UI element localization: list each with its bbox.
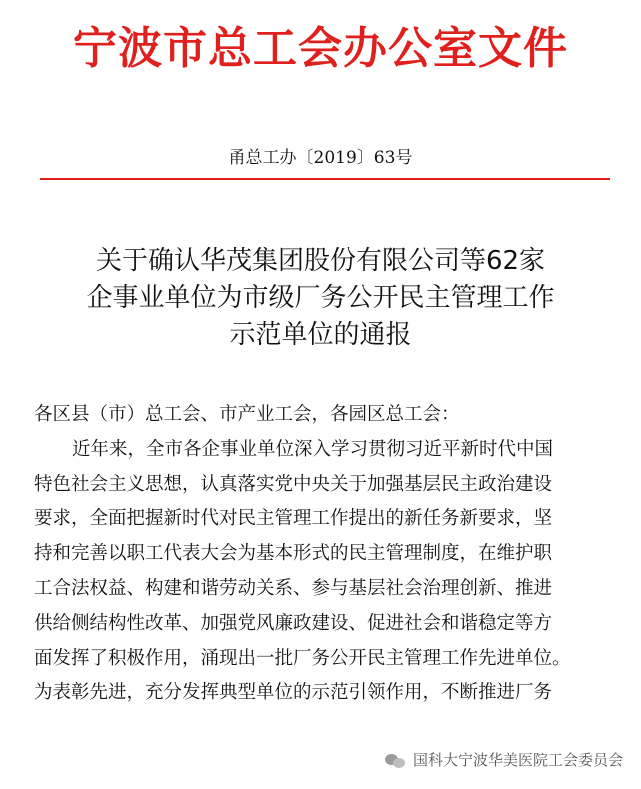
paragraph-line: 特色社会主义思想，认真落实党中央关于加强基层民主政治建设: [34, 473, 553, 495]
wechat-icon: [385, 752, 407, 768]
red-divider-line: [40, 178, 610, 180]
document-header-title: 宁波市总工会办公室文件: [73, 23, 568, 74]
paragraph-line: 近年来，全市各企事业单位深入学习贯彻习近平新时代中国: [72, 438, 554, 460]
paragraph-line: 供给侧结构性改革、加强党风廉政建设、促进社会和谐稳定等方: [34, 612, 553, 634]
notice-title-line: 示范单位的通报: [229, 320, 412, 350]
notice-title: [0, 243, 641, 354]
document-body: [34, 398, 634, 711]
salutation: 各区县（市）总工会、市产业工会，各园区总工会：: [34, 404, 460, 425]
paragraph-line: 要求，全面把握新时代对民主管理工作提出的新任务新要求，坚: [34, 508, 553, 530]
paragraph-line: 工合法权益、构建和谐劳动关系、参与基层社会治理创新、推进: [34, 577, 553, 599]
paragraph-line: 为表彰先进，充分发挥典型单位的示范引领作用，不断推进厂务: [34, 682, 553, 704]
watermark-text: 国科大宁波华美医院工会委员会: [412, 751, 623, 769]
notice-title-line: 企事业单位为市级厂务公开民主管理工作: [86, 283, 555, 313]
paragraph-line: 持和完善以职工代表大会为基本形式的民主管理制度，在维护职: [34, 543, 553, 565]
wechat-watermark: [385, 749, 623, 770]
paragraph-line: 面发挥了积极作用，涌现出一批厂务公开民主管理工作先进单位。: [34, 647, 571, 669]
document-number: 甬总工办〔2019〕63号: [228, 148, 413, 168]
notice-title-line: 关于确认华茂集团股份有限公司等62家: [95, 246, 546, 276]
